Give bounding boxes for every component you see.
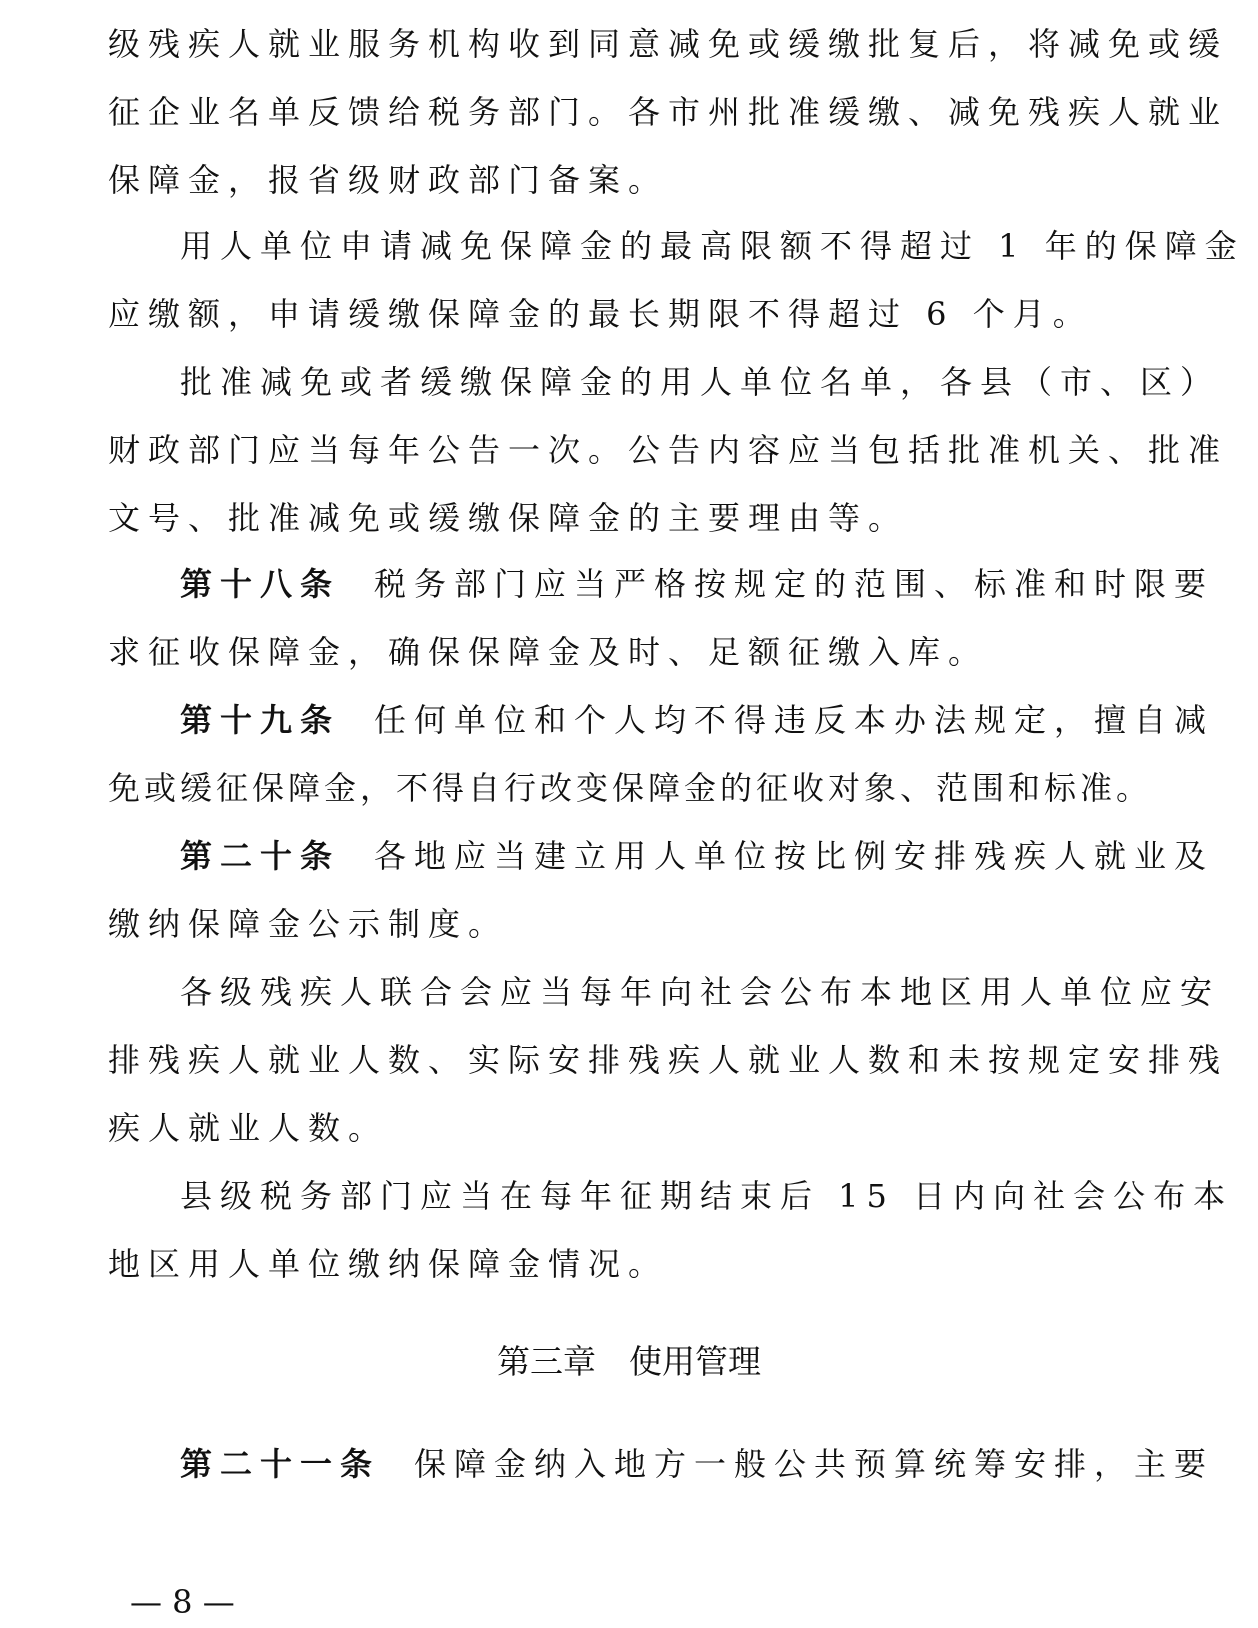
paragraph-line: 地区用人单位缴纳保障金情况。	[108, 1245, 669, 1283]
paragraph-line: 级残疾人就业服务机构收到同意减免或缓缴批复后，将减免或缓	[108, 25, 1229, 63]
paragraph-line: 财政部门应当每年公告一次。公告内容应当包括批准机关、批准	[108, 431, 1229, 469]
article-21-text: 保障金纳入地方一般公共预算统筹安排，主要	[414, 1445, 1215, 1483]
paragraph-line: 求征收保障金，确保保障金及时、足额征缴入库。	[108, 633, 989, 671]
paragraph-line: 疾人就业人数。	[108, 1109, 389, 1147]
article-19-line	[108, 690, 1215, 750]
article-18-heading: 第十八条	[180, 565, 341, 603]
article-19-heading: 第十九条	[180, 701, 341, 739]
paragraph-line: 文号、批准减免或缓缴保障金的主要理由等。	[108, 499, 909, 537]
chapter-title: 第三章 使用管理	[497, 1342, 761, 1381]
article-19-text: 任何单位和个人均不得违反本办法规定，擅自减	[374, 701, 1215, 739]
paragraph-line: 征企业名单反馈给税务部门。各市州批准缓缴、减免残疾人就业	[108, 93, 1229, 131]
paragraph-line: 批准减免或者缓缴保障金的用人单位名单，各县（市、区）	[180, 363, 1221, 401]
paragraph-line: 县级税务部门应当在每年征期结束后 15 日内向社会公布本	[180, 1177, 1234, 1215]
paragraph-line: 保障金，报省级财政部门备案。	[108, 161, 669, 199]
page-number: — 8 —	[130, 1583, 235, 1621]
paragraph-line: 应缴额，申请缓缴保障金的最长期限不得超过 6 个月。	[108, 295, 1093, 333]
paragraph-line: 免或缓征保障金，不得自行改变保障金的征收对象、范围和标准。	[108, 769, 1153, 807]
article-21-heading: 第二十一条	[180, 1445, 381, 1483]
article-18-text: 税务部门应当严格按规定的范围、标准和时限要	[374, 565, 1215, 603]
paragraph-line: 用人单位申请减免保障金的最高限额不得超过 1 年的保障金	[180, 227, 1245, 265]
paragraph-line: 排残疾人就业人数、实际安排残疾人就业人数和未按规定安排残	[108, 1041, 1229, 1079]
paragraph-line: 缴纳保障金公示制度。	[108, 905, 509, 943]
article-21-line	[108, 1434, 1215, 1494]
paragraph-line: 各级残疾人联合会应当每年向社会公布本地区用人单位应安	[180, 973, 1221, 1011]
article-18-line	[108, 554, 1215, 614]
article-20-text: 各地应当建立用人单位按比例安排残疾人就业及	[374, 837, 1215, 875]
article-20-heading: 第二十条	[180, 837, 341, 875]
article-20-line	[108, 826, 1215, 886]
